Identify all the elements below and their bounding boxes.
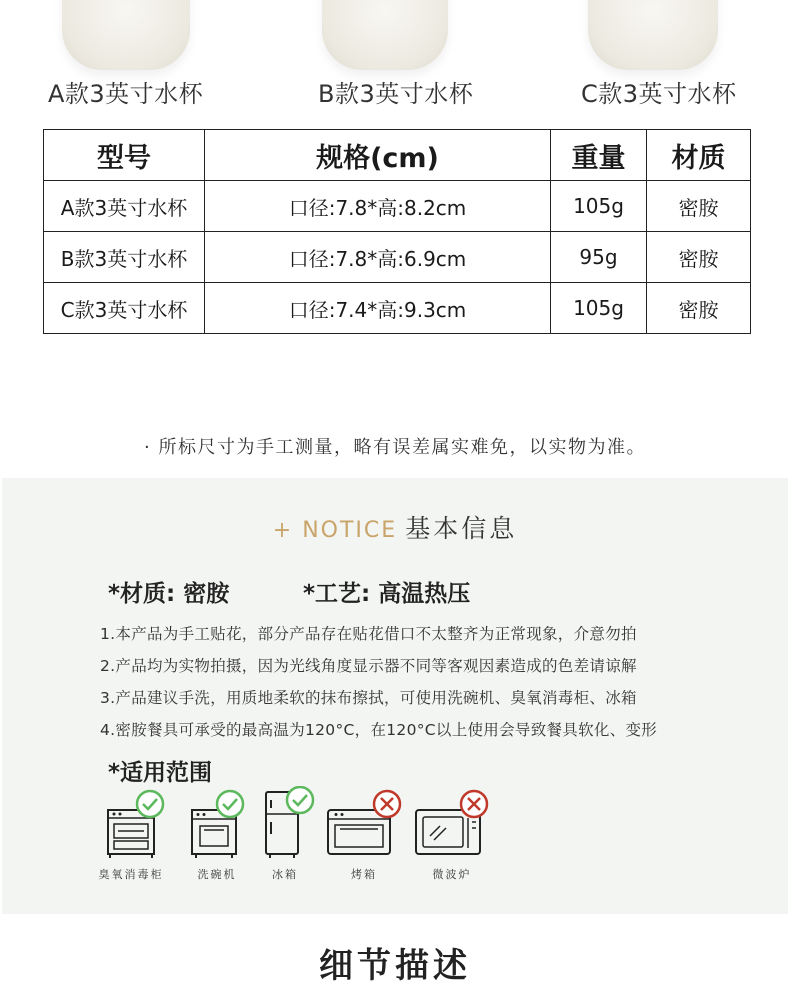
cell-weight: 95g	[551, 232, 647, 283]
cup-c-label: C款3英寸水杯	[581, 80, 737, 108]
table-row	[44, 283, 751, 334]
cross-icon	[461, 791, 487, 817]
cell-weight: 105g	[551, 283, 647, 334]
appliance-label: 微波炉	[432, 868, 472, 881]
appliance-sterilizer	[94, 786, 168, 882]
check-icon	[137, 791, 163, 817]
cup-b-label: B款3英寸水杯	[318, 80, 474, 108]
cell-spec: 口径:7.4*高:9.3cm	[205, 283, 551, 334]
spec-table	[43, 129, 751, 334]
cell-model: A款3英寸水杯	[44, 181, 205, 232]
oven-icon	[322, 786, 406, 860]
detail-section-title: 细节描述	[319, 946, 471, 986]
cell-weight: 105g	[551, 181, 647, 232]
cell-model: C款3英寸水杯	[44, 283, 205, 334]
cell-spec: 口径:7.8*高:8.2cm	[205, 181, 551, 232]
refrigerator-icon	[248, 786, 322, 860]
header-material: 材质	[647, 130, 751, 181]
appliance-label: 臭氧消毒柜	[98, 868, 164, 881]
table-header-row	[44, 130, 751, 181]
table-row	[44, 232, 751, 283]
header-model: 型号	[44, 130, 205, 181]
check-icon	[217, 791, 243, 817]
cup-b-image	[322, 0, 448, 70]
appliance-label: 冰箱	[272, 868, 298, 881]
cup-c-image	[588, 0, 718, 70]
appliance-oven	[322, 786, 406, 882]
appliance-refrigerator	[248, 786, 322, 882]
cross-icon	[374, 791, 400, 817]
notice-item: 3.产品建议手洗，用质地柔软的抹布擦拭，可使用洗碗机、臭氧消毒柜、冰箱	[100, 689, 637, 707]
appliance-dishwasher	[180, 786, 254, 882]
sterilizer-cabinet-icon	[94, 786, 168, 860]
header-spec: 规格(cm)	[205, 130, 551, 181]
cup-a-image	[62, 0, 190, 70]
notice-title-en: + NOTICE	[272, 518, 398, 543]
usage-title: *适用范围	[108, 760, 213, 786]
notice-title	[0, 509, 790, 545]
table-row	[44, 181, 751, 232]
appliance-label: 烤箱	[351, 868, 377, 881]
material-attr: *材质: 密胺	[108, 581, 230, 607]
appliance-label: 洗碗机	[197, 868, 237, 881]
cell-material: 密胺	[647, 232, 751, 283]
appliance-microwave	[410, 786, 494, 882]
cell-spec: 口径:7.8*高:6.9cm	[205, 232, 551, 283]
craft-attr: *工艺: 高温热压	[303, 581, 471, 607]
notice-item: 2.产品均为实物拍摄，因为光线角度显示器不同等客观因素造成的色差请谅解	[100, 657, 637, 675]
check-icon	[287, 787, 313, 813]
notice-item: 1.本产品为手工贴花，部分产品存在贴花借口不太整齐为正常现象，介意勿拍	[100, 625, 637, 643]
cell-material: 密胺	[647, 283, 751, 334]
measurement-note: · 所标尺寸为手工测量，略有误差属实难免，以实物为准。	[144, 437, 646, 458]
cell-model: B款3英寸水杯	[44, 232, 205, 283]
notice-title-cn: 基本信息	[405, 514, 518, 543]
microwave-icon	[410, 786, 494, 860]
header-weight: 重量	[551, 130, 647, 181]
cup-a-label: A款3英寸水杯	[48, 80, 204, 108]
cell-material: 密胺	[647, 181, 751, 232]
dishwasher-icon	[180, 786, 254, 860]
notice-item: 4.密胺餐具可承受的最高温为120°C，在120°C以上使用会导致餐具软化、变形	[100, 721, 658, 739]
